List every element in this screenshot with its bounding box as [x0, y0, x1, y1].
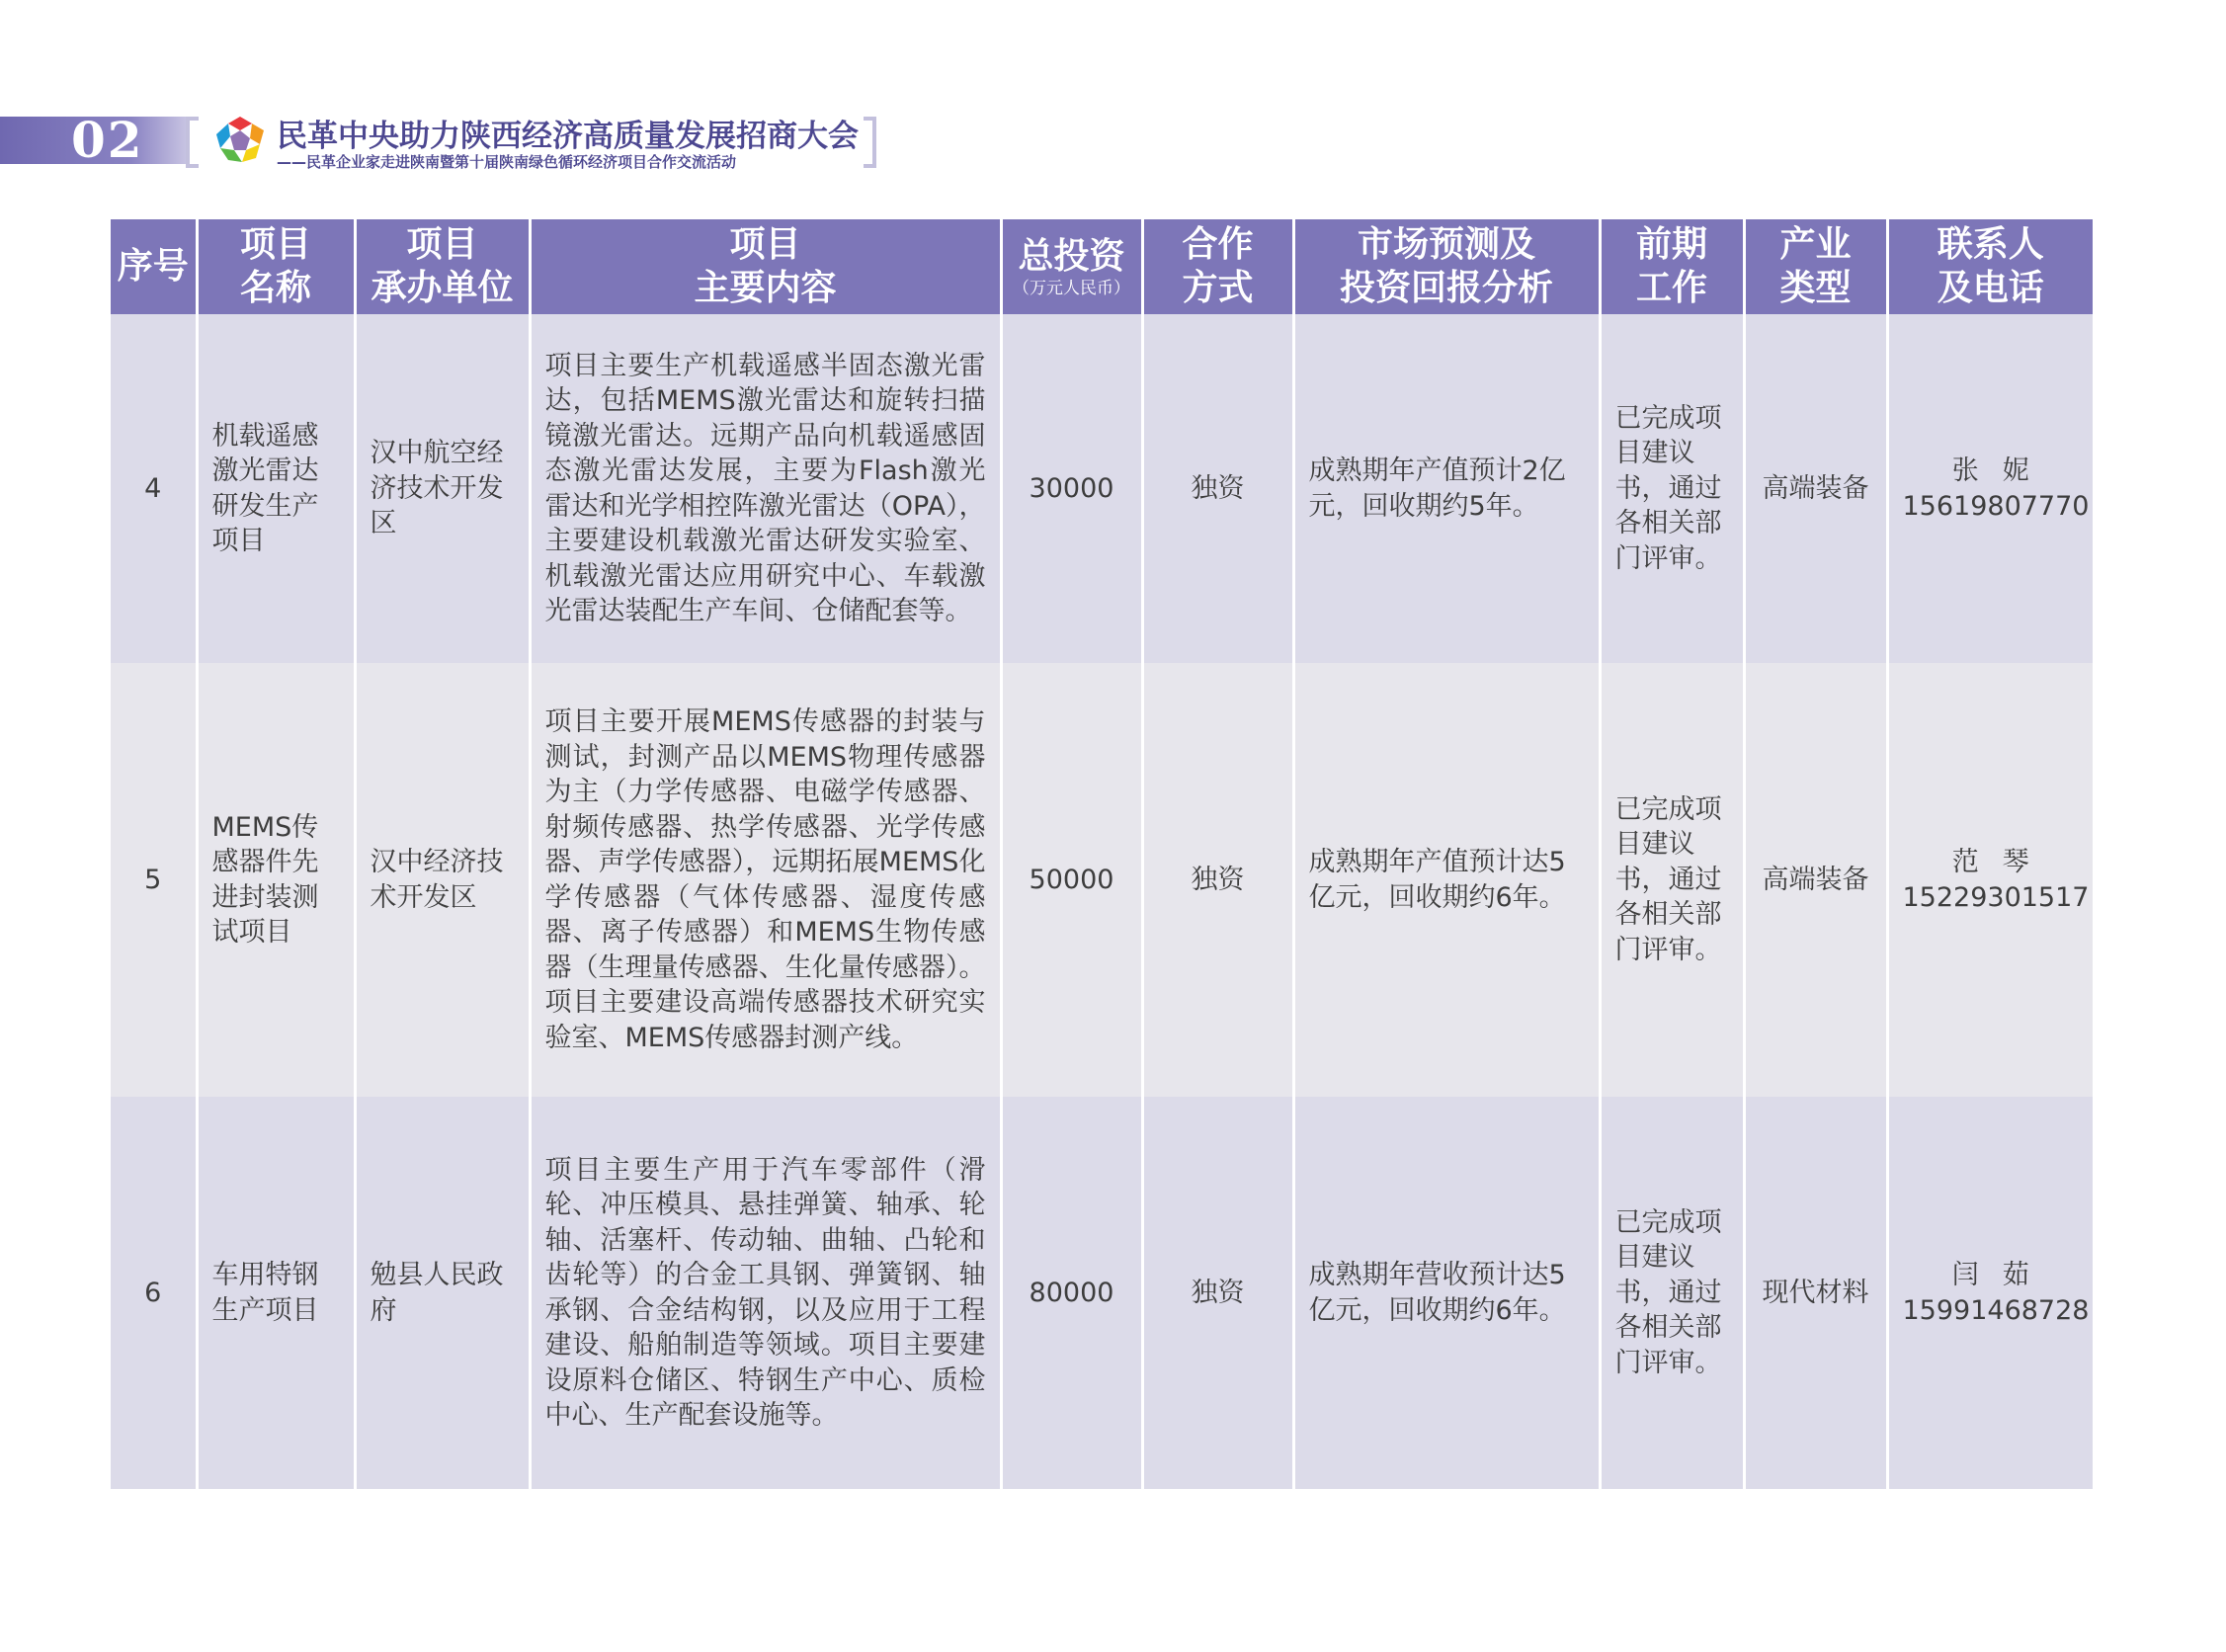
- project-table: [111, 219, 2093, 1489]
- cell-industry-type: 高端装备: [1744, 663, 1887, 1097]
- table-row: [111, 1097, 2093, 1489]
- cell-seq: 5: [111, 663, 197, 1097]
- table-header-row: [111, 219, 2093, 314]
- header-cooperation: 合作 方式: [1142, 219, 1293, 314]
- header-total-investment: 总投资 （万元人民币）: [1001, 219, 1142, 314]
- contact-phone: 15229301517: [1902, 881, 2090, 913]
- contact-name: 范琴: [1951, 847, 2053, 877]
- contact-name: 张妮: [1951, 455, 2053, 486]
- header-preliminary-work: 前期 工作: [1600, 219, 1744, 314]
- cell-contact: [1887, 663, 2093, 1097]
- cell-host-unit: 汉中航空经济技术开发区: [355, 314, 530, 663]
- cell-project-name: 车用特钢生产项目: [197, 1097, 355, 1489]
- cell-main-content: 项目主要生产机载遥感半固态激光雷达，包括MEMS激光雷达和旋转扫描镜激光雷达。远期产品向机载遥感固态激光雷达发展，主要为Flash激光雷达和光学相控阵激光雷达（OPA），主要建设机载激光雷达研发实验室、机载激光雷达应用研究中心、车载激光雷达装配生产车间、仓储配套等。: [530, 314, 1001, 663]
- page-number: 02: [71, 111, 144, 169]
- header-seq: 序号: [111, 219, 197, 314]
- cell-preliminary-work: 已完成项目建议书，通过各相关部门评审。: [1600, 314, 1744, 663]
- cell-seq: 6: [111, 1097, 197, 1489]
- event-logo-icon: [212, 115, 268, 170]
- table-row: [111, 663, 2093, 1097]
- header-industry-type: 产业 类型: [1744, 219, 1887, 314]
- event-subtitle: ——民革企业家走进陕南暨第十届陕南绿色循环经济项目合作交流活动: [277, 153, 737, 171]
- header-host-unit: 项目 承办单位: [355, 219, 530, 314]
- header-market-analysis: 市场预测及 投资回报分析: [1293, 219, 1600, 314]
- cell-cooperation: 独资: [1142, 1097, 1293, 1489]
- cell-cooperation: 独资: [1142, 314, 1293, 663]
- header-main-content: 项目 主要内容: [530, 219, 1001, 314]
- cell-market-analysis: 成熟期年营收预计达5亿元，回收期约6年。: [1293, 1097, 1600, 1489]
- cell-host-unit: 汉中经济技术开发区: [355, 663, 530, 1097]
- event-title: 民革中央助力陕西经济高质量发展招商大会: [277, 119, 859, 154]
- cell-preliminary-work: 已完成项目建议书，通过各相关部门评审。: [1600, 1097, 1744, 1489]
- header-contact: 联系人 及电话: [1887, 219, 2093, 314]
- contact-phone: 15991468728: [1902, 1294, 2090, 1326]
- title-bracket-left: [186, 117, 199, 168]
- header-project-name: 项目 名称: [197, 219, 355, 314]
- table-row: [111, 314, 2093, 663]
- cell-industry-type: 现代材料: [1744, 1097, 1887, 1489]
- cell-main-content: 项目主要生产用于汽车零部件（滑轮、冲压模具、悬挂弹簧、轴承、轮轴、活塞杆、传动轴、曲轴、凸轮和齿轮等）的合金工具钢、弹簧钢、轴承钢、合金结构钢，以及应用于工程建设、船舶制造等领域。项目主要建设原料仓储区、特钢生产中心、质检中心、生产配套设施等。: [530, 1097, 1001, 1489]
- cell-main-content: 项目主要开展MEMS传感器的封装与测试，封测产品以MEMS物理传感器为主（力学传感器、电磁学传感器、射频传感器、热学传感器、光学传感器、声学传感器），远期拓展MEMS化学传感器（气体传感器、湿度传感器、离子传感器）和MEMS生物传感器（生理量传感器、生化量传感器）。项目主要建设高端传感器技术研究实验室、MEMS传感器封测产线。: [530, 663, 1001, 1097]
- cell-investment: 50000: [1001, 663, 1142, 1097]
- cell-cooperation: 独资: [1142, 663, 1293, 1097]
- cell-contact: [1887, 314, 2093, 663]
- cell-market-analysis: 成熟期年产值预计达5亿元，回收期约6年。: [1293, 663, 1600, 1097]
- cell-market-analysis: 成熟期年产值预计2亿元，回收期约5年。: [1293, 314, 1600, 663]
- cell-contact: [1887, 1097, 2093, 1489]
- contact-phone: 15619807770: [1902, 490, 2090, 522]
- cell-investment: 30000: [1001, 314, 1142, 663]
- cell-project-name: MEMS传感器件先进封装测试项目: [197, 663, 355, 1097]
- cell-industry-type: 高端装备: [1744, 314, 1887, 663]
- title-bracket-right: [864, 117, 876, 168]
- cell-investment: 80000: [1001, 1097, 1142, 1489]
- cell-host-unit: 勉县人民政府: [355, 1097, 530, 1489]
- cell-seq: 4: [111, 314, 197, 663]
- contact-name: 闫茹: [1951, 1260, 2053, 1290]
- cell-preliminary-work: 已完成项目建议书，通过各相关部门评审。: [1600, 663, 1744, 1097]
- cell-project-name: 机载遥感激光雷达研发生产项目: [197, 314, 355, 663]
